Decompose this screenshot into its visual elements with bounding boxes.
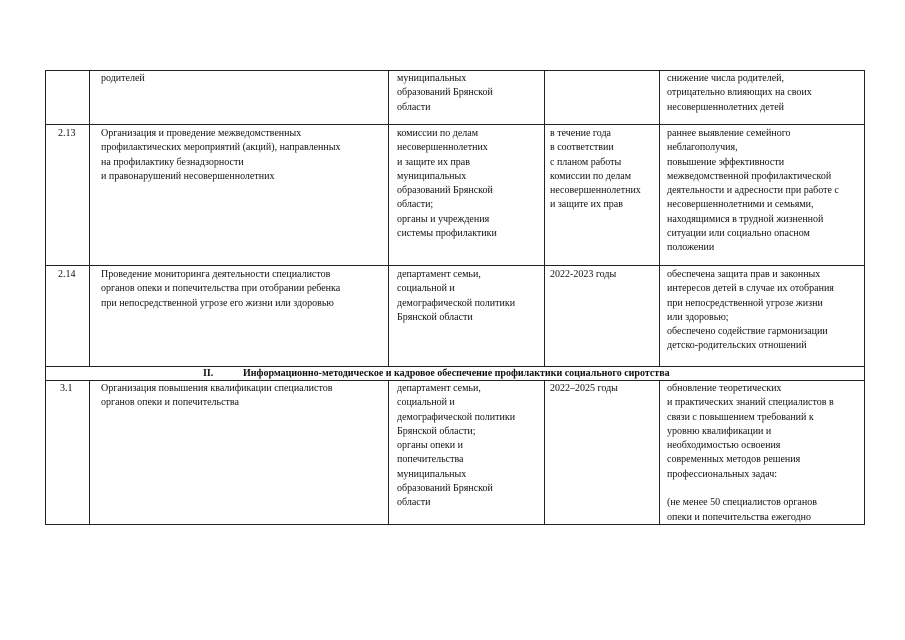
row-number: 2.14 [58,269,76,280]
cell-line: обновление теоретических [667,383,782,394]
cell-line: департамент семьи, [397,383,481,394]
cell-line: Проведение мониторинга деятельности специалистов [101,269,331,280]
cell-line: при непосредственной угрозе его жизни или здоровью [101,297,334,309]
cell-line: раннее выявление семейного [667,128,791,139]
cell-line: снижение числа родителей, [667,73,784,84]
cell-line: повышение эффективности [667,156,785,168]
cell-line: Брянской области; [397,425,476,437]
cell-line: образований Брянской [397,87,493,99]
cell-line: образований Брянской [397,483,493,495]
cell-line: профилактических мероприятий (акций), направленных [101,142,341,154]
row-result [667,382,834,525]
col-divider-term [659,70,660,366]
table-border-right [864,70,865,525]
cell-line: комиссии по делам [397,128,479,139]
cell-line: несовершеннолетних [550,185,641,197]
row-divider [45,265,865,266]
row-term [550,268,616,282]
row-continued-task [101,72,145,86]
cell-line: 2022-2023 годы [550,269,617,280]
cell-line: муниципальных [397,468,467,480]
cell-line: межведомственной профилактической [667,170,832,182]
row-executor [397,268,515,325]
row-continued-result [667,72,812,115]
cell-line: родителей [101,73,145,84]
section-title: Информационно-методическое и кадровое обеспечение профилактики социального сиротства [243,368,670,379]
cell-line: связи с повышением требований к [667,411,814,423]
cell-line: детско-родительских отношений [667,340,807,352]
cell-line: обеспечено содействие гармонизации [667,326,828,338]
cell-line: области [397,101,431,113]
cell-line: департамент семьи, [397,269,481,280]
row-number: 2.13 [58,128,76,139]
cell-line: опеки и попечительства ежегодно [667,511,811,523]
cell-line: в течение года [550,128,611,139]
cell-line: отрицательно влияющих на своих [667,87,812,99]
col-divider-term [659,381,660,525]
cell-line: при непосредственной угрозе жизни [667,297,823,309]
row-result [667,268,834,354]
cell-line: муниципальных [397,73,467,84]
cell-line: 2022–2025 годы [550,383,618,394]
col-divider-num [89,381,90,525]
row-divider [45,366,865,367]
cell-line: органы опеки и [397,440,463,452]
col-divider-executor [544,381,545,525]
cell-line: Брянской области [397,311,473,323]
cell-line [667,482,834,496]
cell-line: несовершеннолетних детей [667,101,784,113]
cell-line: органов опеки и попечительства [101,397,239,409]
col-divider-executor [544,70,545,366]
cell-line: демографической политики [397,411,516,423]
cell-line: Организация и проведение межведомственных [101,128,302,139]
cell-line: системы профилактики [397,228,497,240]
col-divider-num [89,70,90,366]
cell-line: положении [667,242,715,254]
row-continued-executor [397,72,493,115]
row-term [550,127,641,213]
cell-line: находящимися в трудной жизненной [667,213,824,225]
cell-line: и практических знаний специалистов в [667,397,834,409]
col-divider-task [388,70,389,366]
cell-line: попечительства [397,454,464,466]
cell-line: несовершеннолетними и семьями, [667,199,814,211]
cell-line: неблагополучия, [667,142,738,154]
cell-line: деятельности и адресности при работе с [667,185,839,197]
cell-line: и правонарушений несовершеннолетних [101,170,275,182]
cell-line: интересов детей в случае их отобрания [667,283,834,295]
cell-line: уровню квалификации и [667,425,772,437]
row-executor [397,382,515,511]
cell-line: социальной и [397,397,455,409]
row-task [101,382,332,411]
cell-line: необходимостью освоения [667,440,781,452]
cell-line: социальной и [397,283,455,295]
cell-line: и защите их прав [397,156,470,168]
cell-line: демографической политики [397,297,516,309]
cell-line: профессиональных задач: [667,468,778,480]
row-number: 3.1 [60,383,73,394]
cell-line: комиссии по делам [550,170,632,182]
cell-line: ситуации или социально опасном [667,228,810,240]
row-task [101,127,340,184]
cell-line: Организация повышения квалификации специалистов [101,383,333,394]
row-term [550,382,618,396]
row-task [101,268,340,311]
cell-line: области; [397,199,434,211]
table-border-left [45,70,46,525]
section-number: II. [203,368,214,379]
row-divider [45,124,865,125]
cell-line: (не менее 50 специалистов органов [667,497,817,509]
cell-line: муниципальных [397,170,467,182]
cell-line: органы и учреждения [397,213,490,225]
cell-line: несовершеннолетних [397,142,488,154]
cell-line: области [397,497,431,509]
cell-line: и защите их прав [550,199,623,211]
cell-line: образований Брянской [397,185,493,197]
row-result [667,127,839,256]
table-border-top [45,70,865,71]
cell-line: с планом работы [550,156,622,168]
cell-line: современных методов решения [667,454,801,466]
row-divider [45,380,865,381]
action-plan-table [45,70,865,525]
cell-line: органов опеки и попечительства при отобрании ребенка [101,283,341,295]
cell-line: или здоровью; [667,311,729,323]
col-divider-task [388,381,389,525]
cell-line: в соответствии [550,142,614,154]
cell-line: на профилактику безнадзорности [101,156,244,168]
cell-line: обеспечена защита прав и законных [667,269,821,280]
row-executor [397,127,497,241]
